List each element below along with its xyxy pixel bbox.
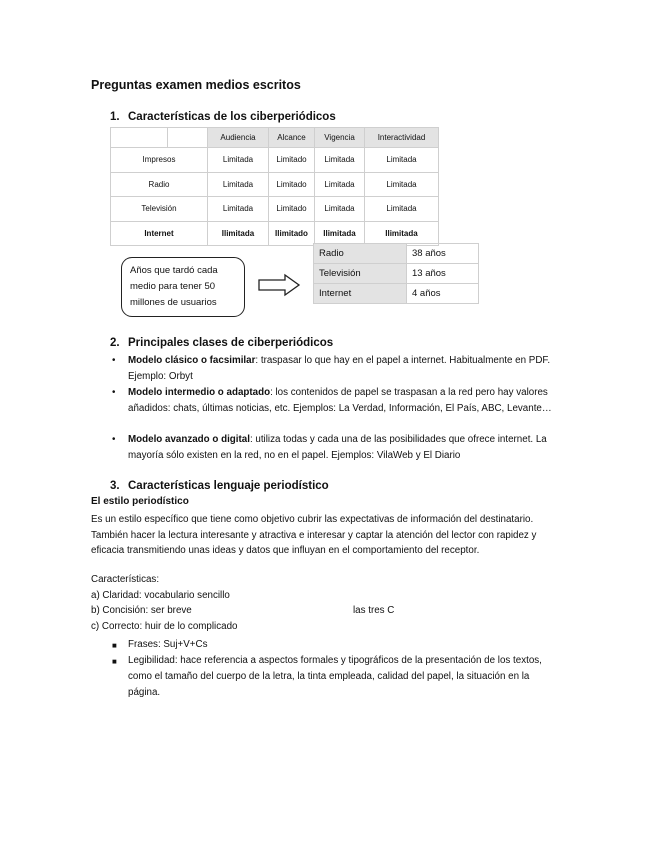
frases-text: Frases: Suj+V+Cs bbox=[128, 639, 208, 650]
item-bold: Modelo avanzado o digital bbox=[128, 434, 250, 445]
media-comparison-table bbox=[110, 127, 439, 246]
row-name: Impresos bbox=[111, 148, 208, 173]
table-row bbox=[314, 264, 479, 284]
table-row bbox=[111, 221, 439, 246]
table-cell: Ilimitada bbox=[208, 221, 269, 246]
item-bold: Modelo intermedio o adaptado bbox=[128, 387, 271, 398]
item-text: : traspasar lo que hay en el papel a internet. Habitualmente en PDF. Ejemplo: Orbyt bbox=[128, 355, 551, 382]
section-1-heading bbox=[110, 111, 336, 123]
header-audiencia: Audiencia bbox=[208, 128, 269, 148]
table-cell: Limitado bbox=[269, 172, 315, 197]
anos-cell: 13 años bbox=[407, 264, 479, 284]
table-row bbox=[314, 244, 479, 264]
medio-cell: Televisión bbox=[314, 264, 407, 284]
table-row bbox=[111, 197, 439, 222]
item-c: c) Correcto: huir de lo complicado bbox=[91, 621, 238, 632]
header-interactividad: Interactividad bbox=[365, 128, 439, 148]
list-item bbox=[112, 353, 567, 385]
item-a: a) Claridad: vocabulario sencillo bbox=[91, 590, 230, 601]
table-cell: Limitada bbox=[365, 148, 439, 173]
legibilidad-text: Legibilidad: hace referencia a aspectos formales y tipográficos de la presentación de los textos, como el tamaño del cuerpo de la letra, la tinta empleada, calidad del papel, la situación en la página. bbox=[128, 655, 542, 698]
table-cell: Limitada bbox=[315, 172, 365, 197]
subtitle: El estilo periodístico bbox=[91, 496, 189, 507]
right-arrow-icon bbox=[257, 273, 301, 297]
list-item bbox=[112, 653, 557, 701]
table-corner-cell bbox=[168, 128, 208, 148]
tres-c-note: las tres C bbox=[353, 605, 395, 616]
anos-cell: 4 años bbox=[407, 284, 479, 304]
section-3-heading bbox=[110, 480, 329, 492]
header-vigencia: Vigencia bbox=[315, 128, 365, 148]
table-cell: Limitada bbox=[208, 197, 269, 222]
table-cell: Ilimitado bbox=[269, 221, 315, 246]
table-row bbox=[111, 148, 439, 173]
table-row bbox=[314, 284, 479, 304]
list-item bbox=[112, 432, 567, 464]
square-bullet-icon: ■ bbox=[112, 657, 117, 666]
list-item bbox=[112, 637, 567, 653]
table-cell: Limitada bbox=[315, 148, 365, 173]
medio-cell: Internet bbox=[314, 284, 407, 304]
bullet-icon: • bbox=[112, 355, 116, 366]
table-cell: Limitado bbox=[269, 197, 315, 222]
section-1-number: 1. bbox=[110, 111, 120, 123]
table-cell: Ilimitada bbox=[315, 221, 365, 246]
section-2-title: Principales clases de ciberperiódicos bbox=[128, 337, 334, 349]
paragraph: Es un estilo específico que tiene como objetivo cubrir las expectativas de información del destinatario. También hacer la lectura interesante y atractiva e interesar y captar la atención del lector con rapidez y eficacia transmitiendo unas ideas y datos que influyan en el comportamiento del receptor. bbox=[91, 514, 537, 557]
table-cell: Limitada bbox=[365, 197, 439, 222]
item-text: : los contenidos de papel se traspasan a la red pero hay valores añadidos: chats, últimas noticias, etc. Ejemplos: La Verdad, Información, El País, ABC, Levante… bbox=[128, 387, 552, 414]
row-name: Radio bbox=[111, 172, 208, 197]
table-corner-cell bbox=[111, 128, 168, 148]
row-name: Televisión bbox=[111, 197, 208, 222]
bullet-icon: • bbox=[112, 434, 116, 445]
section-2-number: 2. bbox=[110, 337, 120, 349]
table-cell: Limitada bbox=[208, 172, 269, 197]
table-header-row bbox=[111, 128, 439, 148]
row-name: Internet bbox=[111, 221, 208, 246]
years-to-50m-table bbox=[313, 243, 479, 304]
header-alcance: Alcance bbox=[269, 128, 315, 148]
item-bold: Modelo clásico o facsimilar bbox=[128, 355, 256, 366]
table-cell: Limitado bbox=[269, 148, 315, 173]
square-bullet-icon: ■ bbox=[112, 641, 117, 650]
users-note-bubble: Años que tardó cada medio para tener 50 millones de usuarios bbox=[121, 257, 245, 317]
section-1-title: Características de los ciberperiódicos bbox=[128, 111, 336, 123]
bullet-icon: • bbox=[112, 387, 116, 398]
section-2-heading bbox=[110, 337, 333, 349]
table-row bbox=[111, 172, 439, 197]
table-cell: Limitada bbox=[365, 172, 439, 197]
page-title: Preguntas examen medios escritos bbox=[91, 78, 301, 92]
table-cell: Ilimitada bbox=[365, 221, 439, 246]
caracteristicas-label: Características: bbox=[91, 574, 160, 585]
item-text: : utiliza todas y cada una de las posibilidades que ofrece internet. La mayoría sólo existen en la red, no en el papel. Ejemplos: VilaWeb y El Diario bbox=[128, 434, 547, 461]
table-cell: Limitada bbox=[315, 197, 365, 222]
section-3-number: 3. bbox=[110, 480, 120, 492]
item-b: b) Concisión: ser breve bbox=[91, 605, 192, 616]
medio-cell: Radio bbox=[314, 244, 407, 264]
anos-cell: 38 años bbox=[407, 244, 479, 264]
section-3-title: Características lenguaje periodístico bbox=[128, 480, 329, 492]
table-cell: Limitada bbox=[208, 148, 269, 173]
list-item bbox=[112, 385, 567, 417]
